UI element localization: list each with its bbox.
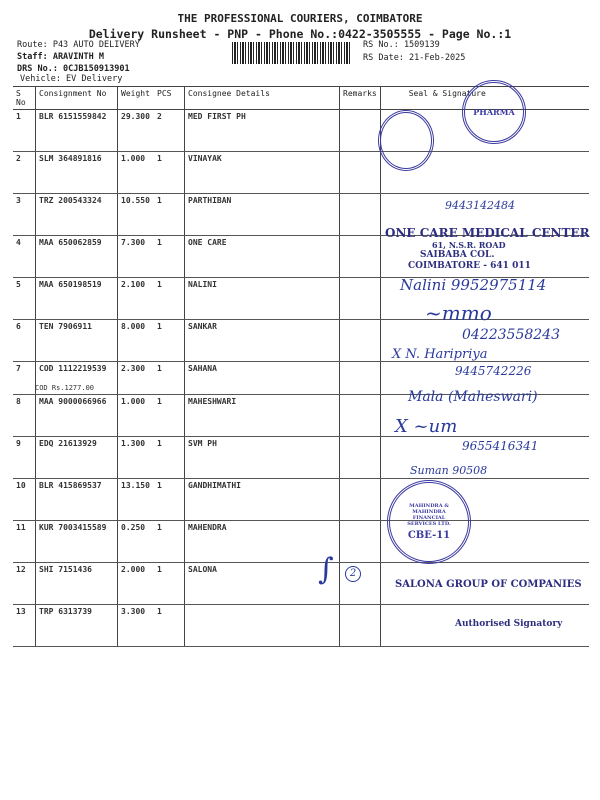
- mahindra-stamp: MAHINDRA & MAHINDRA FINANCIAL SERVICES LTD. CBE-11: [387, 480, 471, 564]
- col-seal: Seal & Signature: [380, 87, 589, 110]
- s-no: [13, 320, 36, 362]
- weight-text: 10.550: [121, 196, 150, 205]
- weight-text: 7.300: [121, 238, 146, 247]
- pcs: [154, 194, 185, 236]
- consignment-no-text: SHI 7151436: [39, 565, 92, 574]
- consignee-details: [185, 563, 340, 605]
- weight: [118, 362, 155, 395]
- pcs-text: 1: [157, 364, 162, 373]
- remarks: [340, 236, 381, 278]
- remarks: [340, 437, 381, 479]
- consignee-details-text: PARTHIBAN: [188, 196, 232, 205]
- handwritten-circle-2: 2: [345, 566, 361, 582]
- weight-text: 2.300: [121, 364, 146, 373]
- consignee-details-text: GANDHIMATHI: [188, 481, 241, 490]
- handwritten-haripriya: X N. Haripriya: [392, 347, 488, 362]
- s-no-text: 10: [16, 481, 26, 490]
- consignment-no: [36, 362, 118, 395]
- weight-text: 0.250: [121, 523, 146, 532]
- remarks: [340, 479, 381, 521]
- remarks: [340, 362, 381, 395]
- s-no-text: 12: [16, 565, 26, 574]
- pcs: [154, 395, 185, 437]
- col-remarks: Remarks: [340, 87, 381, 110]
- s-no: [13, 563, 36, 605]
- consignment-no-text: EDQ 21613929: [39, 439, 97, 448]
- s-no-text: 9: [16, 439, 21, 448]
- weight: [118, 395, 155, 437]
- consignment-no-text: COD 1112219539: [39, 364, 107, 373]
- consignment-no: [36, 152, 118, 194]
- handwritten-suman: Suman 90508: [410, 464, 488, 477]
- pcs-text: 1: [157, 439, 162, 448]
- consignment-no: [36, 278, 118, 320]
- weight: [118, 437, 155, 479]
- s-no-text: 5: [16, 280, 21, 289]
- handwritten-phone: 9443142484: [445, 199, 515, 212]
- weight-text: 2.000: [121, 565, 146, 574]
- pcs: [154, 479, 185, 521]
- remarks: [340, 152, 381, 194]
- onecare-stamp-line2: 61, N.S.R. ROAD: [432, 240, 506, 250]
- consignee-details: [185, 437, 340, 479]
- remarks: [340, 395, 381, 437]
- pcs-text: 1: [157, 196, 162, 205]
- consignee-details: [185, 194, 340, 236]
- col-sno: S No: [13, 87, 36, 110]
- pcs: [154, 437, 185, 479]
- handwritten-nalini: Nalini 9952975114: [400, 276, 547, 294]
- onecare-stamp-line1: ONE CARE MEDICAL CENTER: [385, 226, 590, 240]
- consignee-details-text: SANKAR: [188, 322, 217, 331]
- weight: [118, 563, 155, 605]
- pcs-text: 1: [157, 523, 162, 532]
- col-pcs: PCS: [154, 87, 185, 110]
- barcode: [232, 42, 352, 64]
- remarks: [340, 110, 381, 152]
- consignment-no: [36, 395, 118, 437]
- s-no: [13, 521, 36, 563]
- pcs-text: 1: [157, 154, 162, 163]
- consignment-no-text: MAA 650198519: [39, 280, 102, 289]
- col-weight: Weight: [118, 87, 155, 110]
- s-no-text: 2: [16, 154, 21, 163]
- consignee-details: [185, 395, 340, 437]
- s-no: [13, 152, 36, 194]
- consignee-details-text: NALINI: [188, 280, 217, 289]
- salona-stamp: SALONA GROUP OF COMPANIES: [395, 579, 582, 590]
- consignee-details: [185, 320, 340, 362]
- weight-text: 8.000: [121, 322, 146, 331]
- remarks: [340, 320, 381, 362]
- pcs-text: 1: [157, 565, 162, 574]
- pcs-text: 1: [157, 280, 162, 289]
- s-no-text: 8: [16, 397, 21, 406]
- route: Route: P43 AUTO DELIVERY: [17, 40, 140, 50]
- consignment-no: [36, 110, 118, 152]
- weight-text: 1.000: [121, 154, 146, 163]
- consignee-details: [185, 110, 340, 152]
- col-consignment: Consignment No: [36, 87, 118, 110]
- s-no: [13, 278, 36, 320]
- weight: [118, 320, 155, 362]
- rs-number: RS No.: 1509139: [363, 40, 440, 50]
- consignee-details-text: MED FIRST PH: [188, 112, 246, 121]
- remarks: [340, 521, 381, 563]
- s-no-text: 3: [16, 196, 21, 205]
- pcs: [154, 110, 185, 152]
- weight-text: 1.000: [121, 397, 146, 406]
- remarks: [340, 278, 381, 320]
- consignment-no: [36, 320, 118, 362]
- signature-sankar: ~mmo: [425, 301, 492, 325]
- consignment-no-text: MAA 650062859: [39, 238, 102, 247]
- consignment-no-text: BLR 6151559842: [39, 112, 107, 121]
- weight-text: 3.300: [121, 607, 146, 616]
- consignee-details-text: SVM PH: [188, 439, 217, 448]
- consignment-no-text: TEN 7906911: [39, 322, 92, 331]
- weight: [118, 110, 155, 152]
- authorised-signatory-stamp: Authorised Signatory: [455, 619, 563, 629]
- cod-amount: COD Rs.1277.00: [35, 384, 95, 392]
- s-no-text: 1: [16, 112, 21, 121]
- vehicle: Vehicle: EV Delivery: [20, 74, 123, 84]
- pcs: [154, 278, 185, 320]
- handwritten-phone-6: 04223558243: [462, 327, 560, 343]
- weight: [118, 605, 155, 647]
- table-row: [13, 479, 589, 521]
- pcs-text: 2: [157, 112, 162, 121]
- weight: [118, 194, 155, 236]
- col-consignee: Consignee Details: [185, 87, 340, 110]
- consignment-no: [36, 605, 118, 647]
- s-no-text: 6: [16, 322, 21, 331]
- signature-svm: X ~um: [395, 416, 458, 437]
- consignee-details-text: SALONA: [188, 565, 217, 574]
- s-no: [13, 395, 36, 437]
- pcs: [154, 152, 185, 194]
- weight: [118, 521, 155, 563]
- consignment-no: [36, 563, 118, 605]
- pharma-stamp: PHARMA: [462, 80, 526, 144]
- pcs-text: 1: [157, 607, 162, 616]
- consignee-details-text: ONE CARE: [188, 238, 227, 247]
- handwritten-phone-9: 9655416341: [462, 439, 539, 453]
- weight: [118, 152, 155, 194]
- pcs-text: 1: [157, 238, 162, 247]
- pcs-text: 1: [157, 481, 162, 490]
- weight-text: 13.150: [121, 481, 150, 490]
- s-no-text: 4: [16, 238, 21, 247]
- consignee-details: [185, 278, 340, 320]
- pcs: [154, 362, 185, 395]
- company-title: THE PROFESSIONAL COURIERS, COIMBATORE: [177, 12, 423, 25]
- consignee-details-text: SAHANA: [188, 364, 217, 373]
- table-row: [13, 152, 589, 194]
- s-no-text: 7: [16, 364, 21, 373]
- pcs: [154, 521, 185, 563]
- consignee-details: [185, 479, 340, 521]
- pcs: [154, 563, 185, 605]
- s-no: [13, 605, 36, 647]
- pcs: [154, 605, 185, 647]
- runsheet-subtitle: Delivery Runsheet - PNP - Phone No.:0422-3505555 - Page No.:1: [88, 27, 512, 41]
- staff: Staff: ARAVINTH M: [17, 52, 104, 62]
- s-no-text: 13: [16, 607, 26, 616]
- s-no-text: 11: [16, 523, 26, 532]
- remarks: [340, 194, 381, 236]
- consignment-no: [36, 236, 118, 278]
- s-no: [13, 437, 36, 479]
- handwritten-maheswari: Mala (Maheswari): [408, 389, 538, 405]
- pcs: [154, 236, 185, 278]
- s-no: [13, 194, 36, 236]
- weight: [118, 278, 155, 320]
- s-no: [13, 110, 36, 152]
- pcs: [154, 320, 185, 362]
- consignee-details: [185, 605, 340, 647]
- s-no: [13, 479, 36, 521]
- onecare-stamp-line3: SAIBABA COL.: [420, 250, 495, 260]
- signature-salona: ∫: [318, 552, 334, 587]
- consignment-no-text: KUR 7003415589: [39, 523, 107, 532]
- consignee-details: [185, 152, 340, 194]
- remarks: [340, 605, 381, 647]
- consignment-no-text: TRP 6313739: [39, 607, 92, 616]
- rs-date: RS Date: 21-Feb-2025: [363, 53, 466, 63]
- consignment-no: [36, 437, 118, 479]
- weight-text: 2.100: [121, 280, 146, 289]
- consignment-no-text: SLM 364891816: [39, 154, 102, 163]
- round-stamp: [378, 110, 434, 171]
- drs-number: DRS No.: 0CJB150913901: [17, 64, 130, 74]
- handwritten-phone-7: 9445742226: [455, 364, 532, 378]
- pcs-text: 1: [157, 397, 162, 406]
- consignment-no-text: MAA 9000066966: [39, 397, 107, 406]
- consignment-no-text: BLR 415869537: [39, 481, 102, 490]
- consignment-no-text: TRZ 200543324: [39, 196, 102, 205]
- consignment-no: [36, 479, 118, 521]
- consignee-details-text: MAHESHWARI: [188, 397, 237, 406]
- consignment-no: [36, 521, 118, 563]
- onecare-stamp-line4: COIMBATORE - 641 011: [408, 261, 531, 271]
- consignee-details: [185, 521, 340, 563]
- s-no: [13, 362, 36, 395]
- weight-text: 29.300: [121, 112, 150, 121]
- pcs-text: 1: [157, 322, 162, 331]
- table-row: [13, 521, 589, 563]
- consignee-details: [185, 362, 340, 395]
- s-no: [13, 236, 36, 278]
- consignee-details-text: VINAYAK: [188, 154, 222, 163]
- consignment-no: [36, 194, 118, 236]
- weight: [118, 479, 155, 521]
- weight-text: 1.300: [121, 439, 146, 448]
- consignee-details-text: MAHENDRA: [188, 523, 227, 532]
- weight: [118, 236, 155, 278]
- consignee-details: [185, 236, 340, 278]
